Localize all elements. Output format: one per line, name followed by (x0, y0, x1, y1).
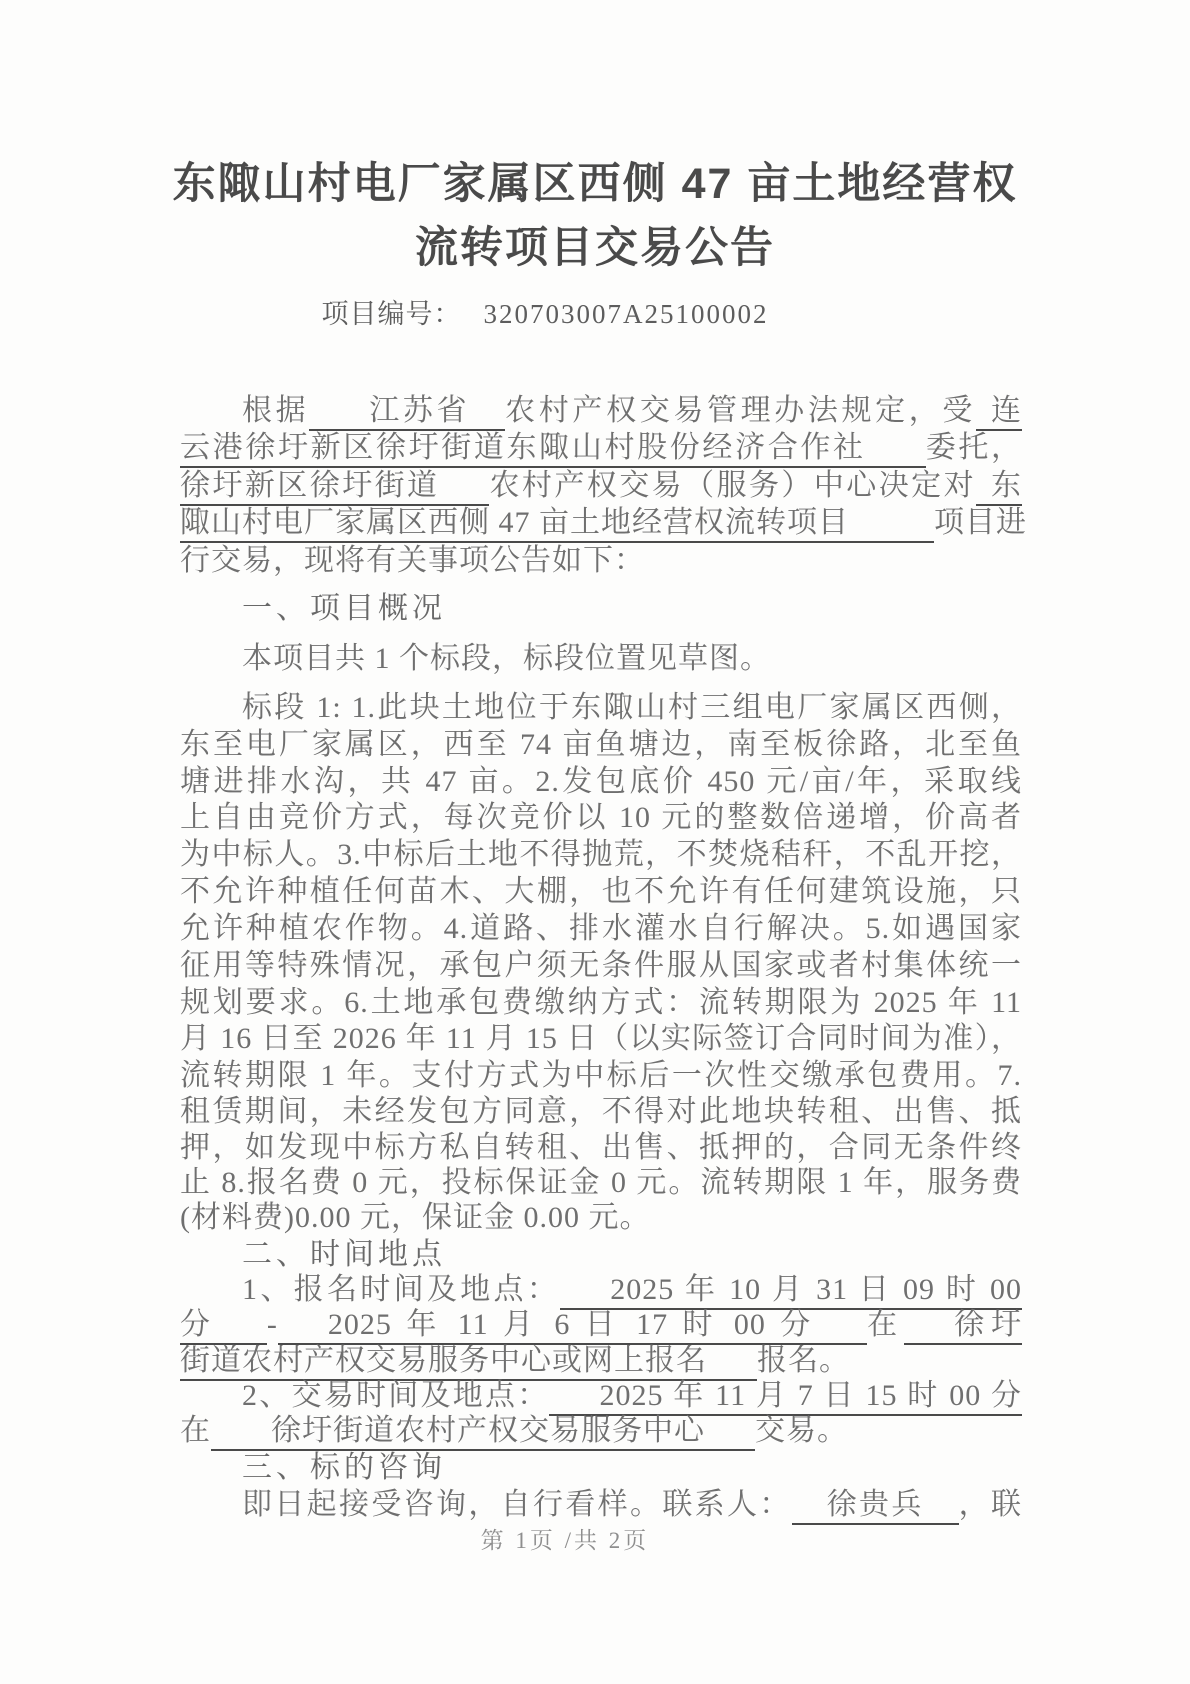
page-footer: 第 1页 /共 2页 (480, 1528, 650, 1553)
page-title-line2: 流转项目交易公告 (415, 224, 775, 272)
intro-text: 项目进 (934, 506, 1027, 539)
trade-time-line-1 (180, 1378, 1022, 1414)
intro-text: 农村产权交易管理办法规定，受 (505, 394, 977, 427)
dash-separator: - (266, 1308, 278, 1341)
detail-line: 允许种植农作物。4.道路、排水灌水自行解决。5.如遇国家 (180, 912, 1022, 945)
field-province: 江苏省 (309, 394, 505, 431)
field-signup-place: 街道农村产权交易服务中心或网上报名 (180, 1344, 757, 1381)
detail-line: 为中标人。3.中标后土地不得抛荒，不焚烧秸秆，不乱开挖， (180, 838, 1022, 871)
detail-line: 规划要求。6.土地承包费缴纳方式：流转期限为 2025 年 11 (180, 986, 1022, 1019)
section2-heading: 二、时间地点 (242, 1238, 446, 1271)
detail-line: 月 16 日至 2026 年 11 月 15 日（以实际签订合同时间为准）， (180, 1022, 1022, 1055)
field-signup-place-start: 徐圩 (904, 1308, 1022, 1345)
intro-line-4 (180, 505, 1027, 541)
field-signup-start-cont: 分 (180, 1308, 267, 1345)
field-trade-place: 徐圩街道农村产权交易服务中心 (211, 1414, 755, 1451)
detail-line: 征用等特殊情况，承包户须无条件服从国家或者村集体统一 (180, 949, 1022, 982)
signup-label: 1、报名时间及地点： (242, 1273, 561, 1306)
trade-time-line-2 (180, 1413, 1022, 1449)
field-center-region: 徐圩新区徐圩街道 (180, 469, 489, 506)
signup-time-line-1 (180, 1272, 1022, 1308)
field-signup-start: 2025 年 10 月 31 日 09 时 00 (560, 1273, 1022, 1310)
intro-text: 根据 (242, 394, 310, 427)
field-project-name-start: 东 (976, 469, 1022, 506)
detail-line: 租赁期间，未经发包方同意，不得对此地块转租、出售、抵 (180, 1095, 1022, 1128)
detail-line: 押，如发现中标方私自转租、出售、抵押的，合同无条件终 (180, 1131, 1022, 1164)
detail-line: (材料费)0.00 元，保证金 0.00 元。 (180, 1201, 651, 1234)
trade-label: 2、交易时间及地点： (242, 1379, 550, 1412)
page-title-line1: 东陬山村电厂家属区西侧 47 亩土地经营权 (172, 160, 1018, 208)
detail-line: 东至电厂家属区，西至 74 亩鱼塘边，南至板徐路，北至鱼 (180, 728, 1022, 761)
field-trade-time: 2025 年 11 月 7 日 15 时 00 分 (549, 1379, 1022, 1416)
detail-line: 止 8.报名费 0 元，投标保证金 0 元。流转期限 1 年，服务费 (180, 1166, 1022, 1199)
field-project-name: 陬山村电厂家属区西侧 47 亩土地经营权流转项目 (180, 506, 934, 543)
field-consignor: 云港徐圩新区徐圩街道东陬山村股份经济合作社 (180, 431, 926, 468)
intro-line-3 (180, 468, 1022, 504)
detail-line: 标段 1: 1.此块土地位于东陬山村三组电厂家属区西侧， (242, 691, 1022, 724)
trade-suffix: 交易。 (755, 1414, 848, 1447)
field-consignor-start: 连 (976, 394, 1022, 431)
section1-summary: 本项目共 1 个标段，标段位置见草图。 (242, 642, 771, 675)
intro-text: 农村产权交易（服务）中心决定对 (489, 469, 977, 502)
section3-heading: 三、标的咨询 (242, 1451, 446, 1484)
at-text: 在 (867, 1308, 905, 1341)
intro-line-2 (180, 430, 1022, 466)
detail-line: 不允许种植任何苗木、大棚，也不允许有任何建筑设施，只 (180, 875, 1022, 908)
detail-line: 上自由竞价方式，每次竞价以 10 元的整数倍递增，价高者 (180, 801, 1022, 834)
signup-time-line-2 (180, 1307, 1022, 1343)
contact-suffix: ，联 (958, 1488, 1023, 1521)
signup-time-line-3 (180, 1343, 1022, 1379)
intro-line-1 (180, 393, 1022, 429)
contact-prefix: 即日起接受咨询，自行看样。联系人： (242, 1488, 792, 1521)
project-number (0, 292, 1140, 331)
field-contact-name: 徐贵兵 (792, 1488, 959, 1525)
project-number-value: 320703007A25100002 (483, 299, 769, 329)
intro-line-5: 行交易，现将有关事项公告如下： (180, 544, 645, 577)
contact-line (180, 1487, 1022, 1523)
section1-heading: 一、项目概况 (242, 592, 446, 625)
signup-suffix: 报名。 (757, 1344, 850, 1377)
project-number-label: 项目编号： (321, 299, 462, 329)
at-text: 在 (180, 1414, 211, 1447)
intro-text: 委托， (925, 431, 1023, 464)
field-signup-end: 2025 年 11 月 6 日 17 时 00 分 (278, 1308, 867, 1345)
detail-line: 塘进排水沟，共 47 亩。2.发包底价 450 元/亩/年，采取线 (180, 765, 1022, 798)
detail-line: 流转期限 1 年。支付方式为中标后一次性交缴承包费用。7. (180, 1059, 1022, 1092)
